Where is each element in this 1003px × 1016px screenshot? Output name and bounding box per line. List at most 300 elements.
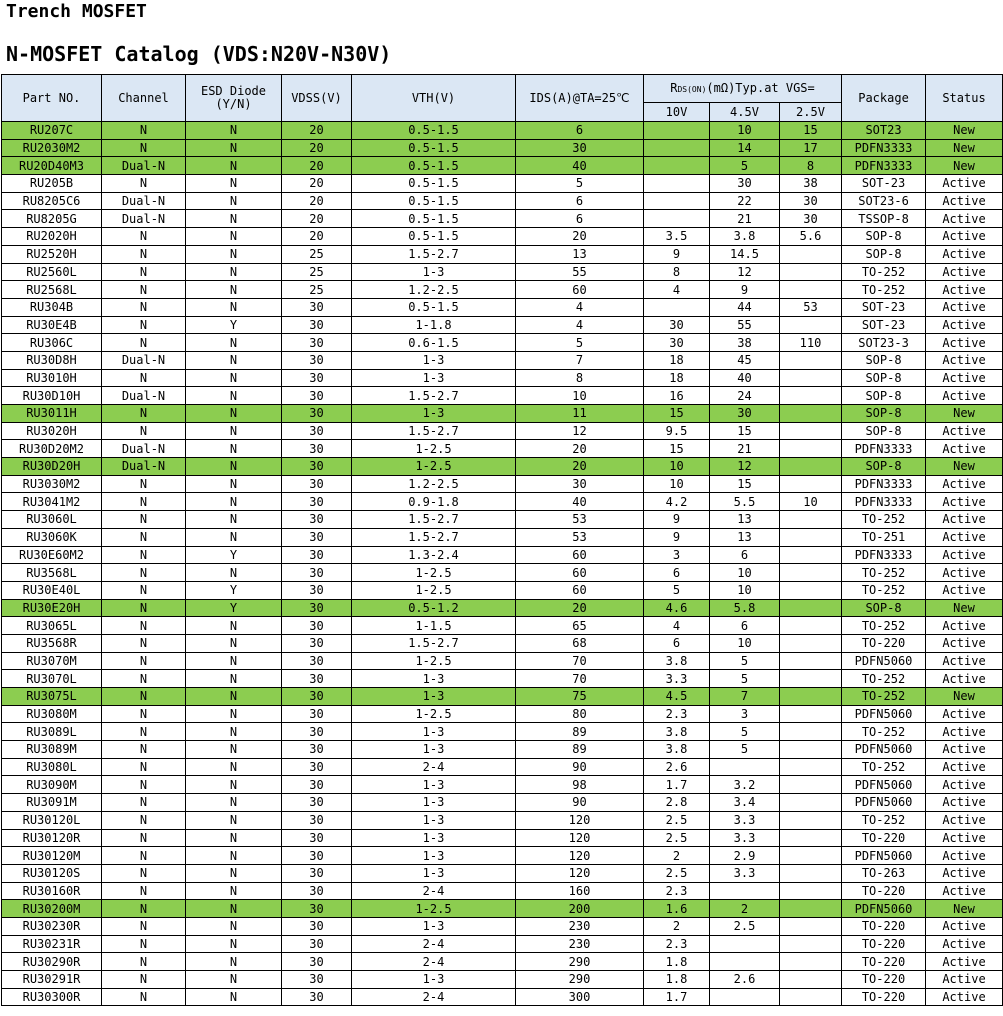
rds-2-5v-cell (780, 847, 842, 865)
esd-diode-cell: N (186, 776, 282, 794)
channel-cell: N (102, 652, 186, 670)
esd-diode-cell: N (186, 122, 282, 140)
package-cell: SOP-8 (842, 599, 926, 617)
vth-cell: 0.5-1.5 (352, 192, 516, 210)
vth-cell: 1-3 (352, 263, 516, 281)
rds-4-5v-cell: 15 (710, 475, 780, 493)
rds-4-5v-cell: 44 (710, 298, 780, 316)
status-cell: Active (926, 228, 1003, 246)
rds-2-5v-cell (780, 988, 842, 1006)
package-cell: PDFN5060 (842, 794, 926, 812)
vth-cell: 0.5-1.5 (352, 139, 516, 157)
rds-2-5v-cell: 8 (780, 157, 842, 175)
status-cell: New (926, 139, 1003, 157)
vth-cell: 0.5-1.5 (352, 175, 516, 193)
status-cell: Active (926, 847, 1003, 865)
vth-cell: 1.5-2.7 (352, 245, 516, 263)
rds-2-5v-cell (780, 263, 842, 281)
rds-2-5v-cell (780, 758, 842, 776)
status-cell: New (926, 405, 1003, 423)
ids-cell: 30 (516, 139, 644, 157)
table-row (2, 617, 1003, 635)
rds-2-5v-cell (780, 688, 842, 706)
table-row (2, 422, 1003, 440)
rds-2-5v-cell (780, 900, 842, 918)
rds-4-5v-cell: 2.5 (710, 917, 780, 935)
channel-cell: N (102, 953, 186, 971)
channel-cell: N (102, 758, 186, 776)
vth-cell: 1-3 (352, 369, 516, 387)
channel-cell: N (102, 811, 186, 829)
table-row (2, 228, 1003, 246)
part-no-cell: RU3089M (2, 741, 102, 759)
esd-diode-cell: N (186, 387, 282, 405)
part-no-cell: RU3568R (2, 634, 102, 652)
rds-10v-cell: 3.8 (644, 741, 710, 759)
part-no-cell: RU3075L (2, 688, 102, 706)
vth-cell: 1.5-2.7 (352, 528, 516, 546)
channel-cell: N (102, 581, 186, 599)
header-status: Status (926, 75, 1003, 122)
package-cell: TO-220 (842, 953, 926, 971)
package-cell: SOT23-3 (842, 334, 926, 352)
rds-4-5v-cell: 13 (710, 528, 780, 546)
rds-10v-cell: 4 (644, 617, 710, 635)
part-no-cell: RU3020H (2, 422, 102, 440)
table-row (2, 263, 1003, 281)
esd-diode-cell: N (186, 917, 282, 935)
part-no-cell: RU3070L (2, 670, 102, 688)
esd-diode-cell: N (186, 281, 282, 299)
channel-cell: N (102, 405, 186, 423)
rds-4-5v-cell: 3.3 (710, 829, 780, 847)
rds-10v-cell: 10 (644, 475, 710, 493)
rds-10v-cell (644, 210, 710, 228)
header-esd-diode (186, 75, 282, 122)
rds-4-5v-cell: 7 (710, 688, 780, 706)
package-cell: SOP-8 (842, 387, 926, 405)
package-cell: PDFN3333 (842, 475, 926, 493)
part-no-cell: RU30D8H (2, 351, 102, 369)
channel-cell: N (102, 245, 186, 263)
package-cell: TO-220 (842, 988, 926, 1006)
part-no-cell: RU30D20H (2, 458, 102, 476)
rds-2-5v-cell (780, 652, 842, 670)
rds-10v-cell: 9 (644, 245, 710, 263)
table-row (2, 581, 1003, 599)
vdss-cell: 20 (282, 175, 352, 193)
part-no-cell: RU3011H (2, 405, 102, 423)
esd-diode-cell: N (186, 228, 282, 246)
rds-2-5v-cell (780, 581, 842, 599)
rds-2-5v-cell (780, 864, 842, 882)
channel-cell: Dual-N (102, 440, 186, 458)
vdss-cell: 25 (282, 263, 352, 281)
rds-4-5v-cell: 30 (710, 175, 780, 193)
status-cell: Active (926, 705, 1003, 723)
esd-diode-cell: N (186, 829, 282, 847)
status-cell: New (926, 599, 1003, 617)
ids-cell: 60 (516, 546, 644, 564)
rds-4-5v-cell: 30 (710, 405, 780, 423)
package-cell: PDFN5060 (842, 652, 926, 670)
vdss-cell: 30 (282, 864, 352, 882)
vdss-cell: 30 (282, 511, 352, 529)
rds-4-5v-cell: 12 (710, 458, 780, 476)
vdss-cell: 30 (282, 369, 352, 387)
header-esd-line1: ESD Diode (200, 84, 267, 98)
vth-cell: 1-2.5 (352, 440, 516, 458)
vdss-cell: 20 (282, 192, 352, 210)
esd-diode-cell: N (186, 900, 282, 918)
package-cell: SOT-23 (842, 175, 926, 193)
part-no-cell: RU30160R (2, 882, 102, 900)
status-cell: Active (926, 758, 1003, 776)
vth-cell: 1-3 (352, 794, 516, 812)
package-cell: SOP-8 (842, 245, 926, 263)
ids-cell: 53 (516, 528, 644, 546)
rds-10v-cell: 18 (644, 351, 710, 369)
vth-cell: 1-3 (352, 670, 516, 688)
vdss-cell: 30 (282, 882, 352, 900)
header-vgs-2-5v: 2.5V (780, 103, 842, 122)
header-part-no: Part NO. (2, 75, 102, 122)
rds-4-5v-cell: 14.5 (710, 245, 780, 263)
esd-diode-cell: N (186, 705, 282, 723)
part-no-cell: RU30120R (2, 829, 102, 847)
esd-diode-cell: N (186, 741, 282, 759)
esd-diode-cell: N (186, 528, 282, 546)
vth-cell: 1-2.5 (352, 564, 516, 582)
rds-4-5v-cell: 10 (710, 122, 780, 140)
package-cell: SOP-8 (842, 228, 926, 246)
vth-cell: 0.5-1.5 (352, 228, 516, 246)
status-cell: Active (926, 829, 1003, 847)
rds-10v-cell: 30 (644, 316, 710, 334)
part-no-cell: RU3060K (2, 528, 102, 546)
header-vdss: VDSS(V) (282, 75, 352, 122)
rds-2-5v-cell (780, 369, 842, 387)
channel-cell: Dual-N (102, 351, 186, 369)
status-cell: Active (926, 617, 1003, 635)
vth-cell: 1-2.5 (352, 900, 516, 918)
status-cell: Active (926, 422, 1003, 440)
rds-10v-cell (644, 122, 710, 140)
rds-2-5v-cell (780, 953, 842, 971)
part-no-cell: RU30200M (2, 900, 102, 918)
vdss-cell: 30 (282, 422, 352, 440)
rds-2-5v-cell (780, 405, 842, 423)
channel-cell: Dual-N (102, 387, 186, 405)
vth-cell: 1-3 (352, 776, 516, 794)
vth-cell: 1-1.8 (352, 316, 516, 334)
package-cell: TO-252 (842, 688, 926, 706)
part-no-cell: RU30E20H (2, 599, 102, 617)
rds-4-5v-cell: 22 (710, 192, 780, 210)
rds-4-5v-cell (710, 953, 780, 971)
vth-cell: 2-4 (352, 758, 516, 776)
rds-4-5v-cell: 10 (710, 564, 780, 582)
page-title: Trench MOSFET (6, 1, 147, 22)
ids-cell: 290 (516, 971, 644, 989)
ids-cell: 120 (516, 829, 644, 847)
status-cell: Active (926, 917, 1003, 935)
rds-10v-cell: 1.7 (644, 776, 710, 794)
vdss-cell: 30 (282, 829, 352, 847)
ids-cell: 53 (516, 511, 644, 529)
ids-cell: 230 (516, 935, 644, 953)
rds-2-5v-cell (780, 387, 842, 405)
ids-cell: 70 (516, 670, 644, 688)
ids-cell: 80 (516, 705, 644, 723)
package-cell: TO-252 (842, 564, 926, 582)
table-row (2, 564, 1003, 582)
vdss-cell: 30 (282, 298, 352, 316)
part-no-cell: RU8205G (2, 210, 102, 228)
part-no-cell: RU205B (2, 175, 102, 193)
rds-2-5v-cell (780, 422, 842, 440)
esd-diode-cell: N (186, 811, 282, 829)
esd-diode-cell: N (186, 157, 282, 175)
ids-cell: 40 (516, 157, 644, 175)
esd-diode-cell: N (186, 475, 282, 493)
part-no-cell: RU30300R (2, 988, 102, 1006)
channel-cell: N (102, 298, 186, 316)
status-cell: Active (926, 334, 1003, 352)
status-cell: Active (926, 263, 1003, 281)
table-row (2, 900, 1003, 918)
part-no-cell: RU30120L (2, 811, 102, 829)
rds-4-5v-cell: 5 (710, 652, 780, 670)
esd-diode-cell: Y (186, 316, 282, 334)
rds-10v-cell (644, 192, 710, 210)
ids-cell: 120 (516, 864, 644, 882)
part-no-cell: RU2520H (2, 245, 102, 263)
ids-cell: 65 (516, 617, 644, 635)
table-row (2, 546, 1003, 564)
vth-cell: 1-1.5 (352, 617, 516, 635)
table-row (2, 139, 1003, 157)
package-cell: TO-220 (842, 882, 926, 900)
package-cell: PDFN3333 (842, 493, 926, 511)
rds-2-5v-cell (780, 617, 842, 635)
rds-4-5v-cell: 5 (710, 741, 780, 759)
esd-diode-cell: N (186, 935, 282, 953)
vdss-cell: 20 (282, 139, 352, 157)
rds-10v-cell: 4 (644, 281, 710, 299)
table-row (2, 281, 1003, 299)
status-cell: Active (926, 988, 1003, 1006)
channel-cell: Dual-N (102, 192, 186, 210)
package-cell: PDFN5060 (842, 900, 926, 918)
part-no-cell: RU3568L (2, 564, 102, 582)
status-cell: Active (926, 369, 1003, 387)
channel-cell: N (102, 688, 186, 706)
vth-cell: 1-2.5 (352, 581, 516, 599)
rds-10v-cell: 3.3 (644, 670, 710, 688)
rds-2-5v-cell: 38 (780, 175, 842, 193)
part-no-cell: RU3090M (2, 776, 102, 794)
package-cell: PDFN3333 (842, 546, 926, 564)
package-cell: TO-252 (842, 723, 926, 741)
table-row (2, 475, 1003, 493)
channel-cell: N (102, 599, 186, 617)
channel-cell: N (102, 422, 186, 440)
status-cell: Active (926, 581, 1003, 599)
rds-2-5v-cell (780, 811, 842, 829)
status-cell: Active (926, 953, 1003, 971)
table-row (2, 670, 1003, 688)
channel-cell: N (102, 316, 186, 334)
esd-diode-cell: N (186, 422, 282, 440)
status-cell: New (926, 157, 1003, 175)
rds-10v-cell: 6 (644, 564, 710, 582)
table-row (2, 688, 1003, 706)
package-cell: TO-252 (842, 670, 926, 688)
rds-4-5v-cell: 2.6 (710, 971, 780, 989)
package-cell: TO-220 (842, 829, 926, 847)
package-cell: SOT-23 (842, 316, 926, 334)
channel-cell: N (102, 900, 186, 918)
status-cell: Active (926, 776, 1003, 794)
vdss-cell: 30 (282, 723, 352, 741)
table-body (2, 122, 1003, 1006)
rds-2-5v-cell (780, 528, 842, 546)
rds-4-5v-cell: 5 (710, 670, 780, 688)
vth-cell: 0.5-1.5 (352, 298, 516, 316)
status-cell: Active (926, 652, 1003, 670)
part-no-cell: RU30231R (2, 935, 102, 953)
channel-cell: N (102, 864, 186, 882)
rds-10v-cell: 3.8 (644, 652, 710, 670)
ids-cell: 89 (516, 741, 644, 759)
vdss-cell: 20 (282, 157, 352, 175)
ids-cell: 68 (516, 634, 644, 652)
part-no-cell: RU207C (2, 122, 102, 140)
ids-cell: 11 (516, 405, 644, 423)
channel-cell: N (102, 122, 186, 140)
esd-diode-cell: N (186, 864, 282, 882)
package-cell: PDFN5060 (842, 705, 926, 723)
rds-2-5v-cell: 30 (780, 192, 842, 210)
rds-2-5v-cell: 110 (780, 334, 842, 352)
vth-cell: 1.2-2.5 (352, 475, 516, 493)
table-row (2, 351, 1003, 369)
package-cell: SOP-8 (842, 422, 926, 440)
esd-diode-cell: Y (186, 599, 282, 617)
part-no-cell: RU3060L (2, 511, 102, 529)
esd-diode-cell: N (186, 758, 282, 776)
table-row (2, 316, 1003, 334)
status-cell: Active (926, 864, 1003, 882)
table-row (2, 192, 1003, 210)
rds-4-5v-cell: 5.8 (710, 599, 780, 617)
esd-diode-cell: N (186, 794, 282, 812)
part-no-cell: RU2030M2 (2, 139, 102, 157)
vdss-cell: 30 (282, 652, 352, 670)
rds-4-5v-cell: 6 (710, 617, 780, 635)
channel-cell: N (102, 139, 186, 157)
vth-cell: 1-2.5 (352, 705, 516, 723)
rds-10v-cell: 4.5 (644, 688, 710, 706)
part-no-cell: RU30290R (2, 953, 102, 971)
rds-10v-cell: 8 (644, 263, 710, 281)
rds-4-5v-cell: 5 (710, 723, 780, 741)
part-no-cell: RU3010H (2, 369, 102, 387)
table-row (2, 599, 1003, 617)
ids-cell: 89 (516, 723, 644, 741)
ids-cell: 20 (516, 458, 644, 476)
ids-cell: 55 (516, 263, 644, 281)
rds-2-5v-cell: 17 (780, 139, 842, 157)
status-cell: Active (926, 493, 1003, 511)
header-channel: Channel (102, 75, 186, 122)
rds-10v-cell: 4.2 (644, 493, 710, 511)
ids-cell: 290 (516, 953, 644, 971)
part-no-cell: RU3030M2 (2, 475, 102, 493)
status-cell: Active (926, 351, 1003, 369)
part-no-cell: RU2568L (2, 281, 102, 299)
table-row (2, 988, 1003, 1006)
channel-cell: N (102, 528, 186, 546)
rds-2-5v-cell (780, 599, 842, 617)
vdss-cell: 30 (282, 794, 352, 812)
vth-cell: 0.5-1.5 (352, 122, 516, 140)
channel-cell: N (102, 546, 186, 564)
rds-10v-cell: 2.8 (644, 794, 710, 812)
table-row (2, 210, 1003, 228)
status-cell: Active (926, 634, 1003, 652)
status-cell: Active (926, 387, 1003, 405)
esd-diode-cell: N (186, 175, 282, 193)
status-cell: Active (926, 670, 1003, 688)
package-cell: PDFN3333 (842, 157, 926, 175)
header-vgs-10v: 10V (644, 103, 710, 122)
rds-4-5v-cell: 3.8 (710, 228, 780, 246)
vdss-cell: 30 (282, 971, 352, 989)
vth-cell: 1-3 (352, 741, 516, 759)
status-cell: New (926, 122, 1003, 140)
part-no-cell: RU3080M (2, 705, 102, 723)
vdss-cell: 30 (282, 564, 352, 582)
package-cell: SOT23 (842, 122, 926, 140)
channel-cell: N (102, 935, 186, 953)
status-cell: Active (926, 298, 1003, 316)
channel-cell: Dual-N (102, 458, 186, 476)
channel-cell: N (102, 971, 186, 989)
rds-10v-cell: 3 (644, 546, 710, 564)
esd-diode-cell: N (186, 652, 282, 670)
vth-cell: 1-3 (352, 917, 516, 935)
esd-diode-cell: N (186, 971, 282, 989)
vth-cell: 1-3 (352, 351, 516, 369)
channel-cell: Dual-N (102, 210, 186, 228)
esd-diode-cell: Y (186, 546, 282, 564)
ids-cell: 98 (516, 776, 644, 794)
channel-cell: N (102, 917, 186, 935)
rds-4-5v-cell (710, 882, 780, 900)
status-cell: Active (926, 723, 1003, 741)
package-cell: PDFN5060 (842, 847, 926, 865)
rds-4-5v-cell: 13 (710, 511, 780, 529)
status-cell: Active (926, 811, 1003, 829)
ids-cell: 90 (516, 758, 644, 776)
rds-2-5v-cell: 15 (780, 122, 842, 140)
ids-cell: 13 (516, 245, 644, 263)
rds-4-5v-cell: 6 (710, 546, 780, 564)
esd-diode-cell: N (186, 953, 282, 971)
rds-4-5v-cell: 21 (710, 440, 780, 458)
